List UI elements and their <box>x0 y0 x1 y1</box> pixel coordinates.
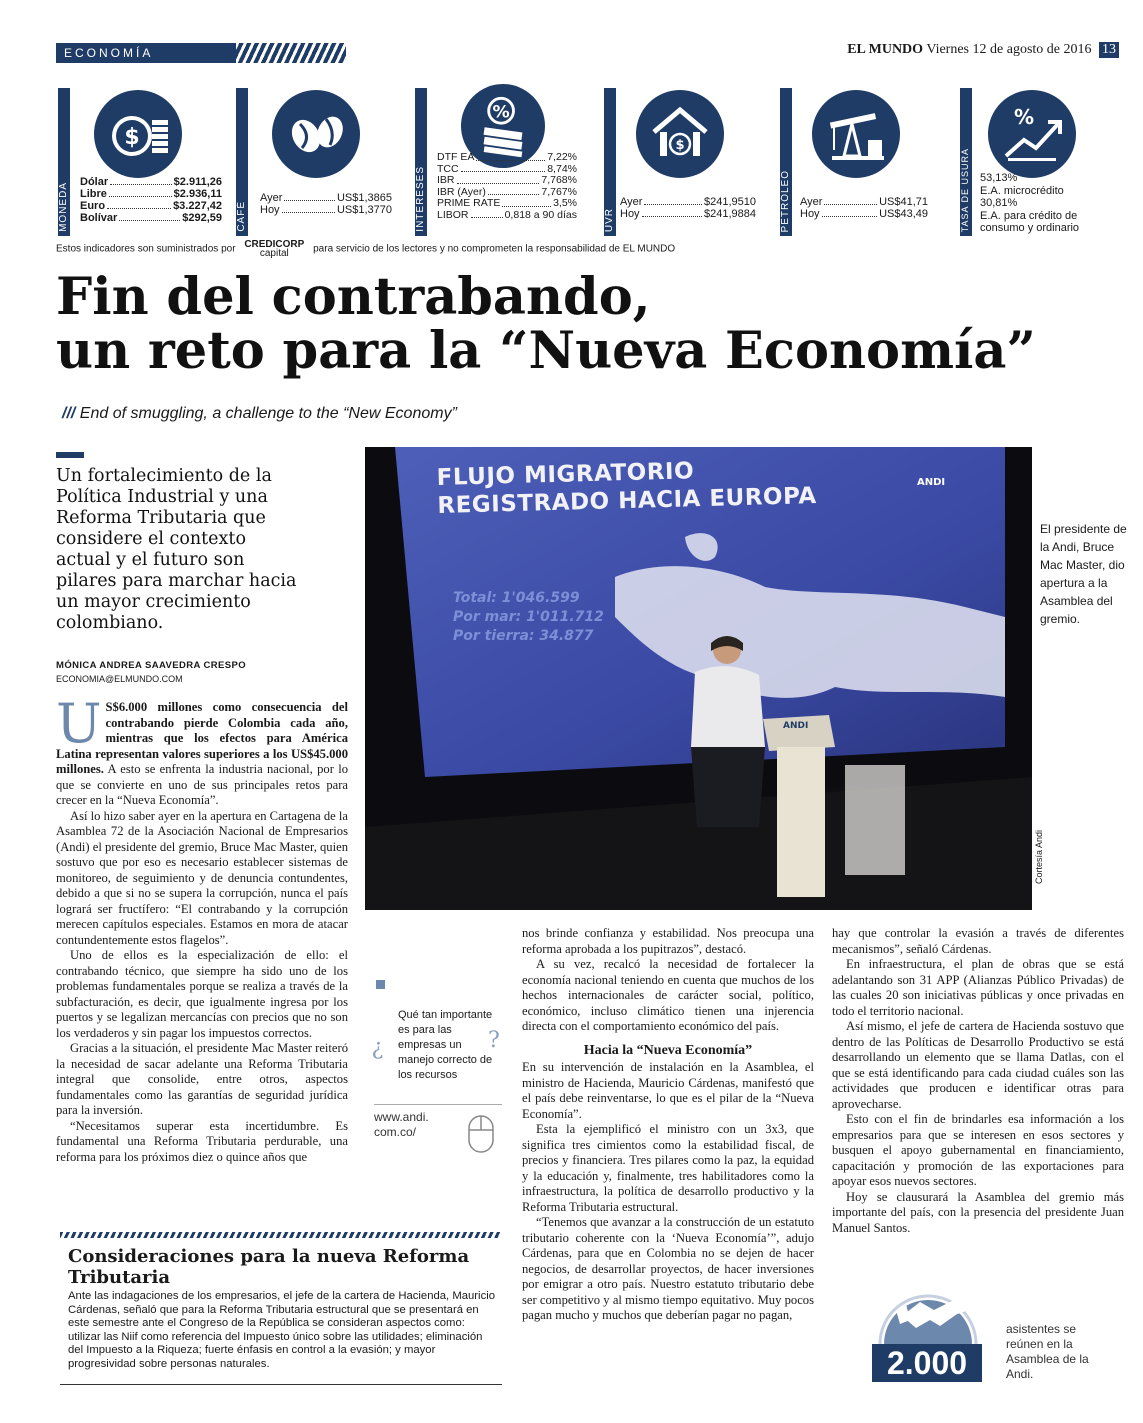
indicator-intereses: INTERESES % DTF EA 7,22% TCC 8,74% IBR 7,768% IBR (Ayer) 7,767% PRIME RATE 3,5% LIBOR 0,818 a 90 días <box>415 88 591 236</box>
svg-text:$: $ <box>675 138 685 153</box>
sidebar-body: Ante las indagaciones de los empresarios, el jefe de la cartera de Hacienda, Mauricio Cárdenas, señaló que para la Reforma Tributaria estructural que se presentará en este semestre ante el Congreso de la República se consideran aspectos como: utilizar las Niif como referencia del Impuesto único sobre las utilidades; eliminación del Impuesto a la Riqueza; fuerte énfasis en control a la evasión; y mayor progresividad sobre personas naturales. <box>68 1290 496 1370</box>
byline-author: MÓNICA ANDREA SAAVEDRA CRESPO <box>56 660 246 671</box>
oil-pump-icon <box>812 90 900 178</box>
question-mark-icon: ? <box>488 1028 500 1053</box>
article-column-2: nos brinde confianza y estabilidad. Nos preocupa una reforma aprobada a los pupitrazos”, destacó. A su vez, recalcó la necesidad de fortalecer la economía nacional teniendo en cuenta que muchos de los hechos internacionales de carácter social, político, económico, incluso climático tienen una injerencia directa con el comportamiento económico del país. Hacia la “Nueva Economía” En su intervención de instalación en la Asamblea, el ministro de Hacienda, Mauricio Cárdenas, manifestó que el país debe reinventarse, lo que es el pilar de la “Nueva Economía”. Esta la ejemplificó el ministro con un 3x3, que significa tres cimientos como la estabilidad fiscal, de precios y financiera. Tres pilares como la paz, la equidad y la educación y, finalmente, tres habilitadores como la infraestructura, la política de desarrollo productivo y la Reforma Tributaria estructural. “Tenemos que avanzar a la construcción de un estatuto tributario coherente con la ‘Nueva Economía’”, adujo Cárdenas, para que en Colombia no se dejen de hacer negocios, de desarrollar proyectos, de hacer inversiones por emigrar a otro país. Nuestro estatuto tributario debe ser competitivo y al mismo tiempo equitativo. Muy pocos pagan mucho y muchos que deberían pagar no pagan, <box>522 926 814 1322</box>
indicator-usura: TASA DE USURA % 53,13% E.A. microcrédito 30,81% E.A. para crédito de consumo y ordinario <box>960 88 1110 236</box>
masthead <box>847 42 1119 58</box>
svg-text:$: $ <box>124 125 140 150</box>
indicator-petroleo: PETRÓLEO Ayer US$41,71 Hoy US$43,49 <box>780 88 940 236</box>
section-tag <box>56 43 346 63</box>
article-column-1: U S$6.000 millones como consecuencia del contrabando pierde Colombia cada año, mientras que los efectos para América Latina representan valores superiores a los US$45.000 millones. A esto se enfrenta la industria nacional, por lo que se convierte en uno de sus principales retos para crecer en la “Nueva Economía”. Así lo hizo saber ayer en la apertura en Cartagena de la Asamblea 72 de la Asociación Nacional de Empresarios (Andi) el presidente del gremio, Bruce Mac Master, quien sostuvo que por eso es necesario establecer sistemas de monitoreo, de seguimiento y de denuncia contundentes, debido a que si no se supera la corrupción, nunca el país logrará ser fructífero: “El contrabando y la corrupción merecen capítulos especiales. Estamos en mora de atacar contundentemente estos flagelos”. Uno de ellos es la especialización de ello: el contrabando técnico, que siempre ha sido uno de los problemas fundamentales porque se realiza a través de la subfacturación, es decir, que igualmente ingresa por los puertos y se legalizan mercancías con precios que no son los verdaderos y sin pagar los impuestos correctos. Gracias a la situación, el presidente Mac Master reiteró la necesidad de sacar adelante una Reforma Tributaria integral que consolide, entre otros, aspectos fundamentales como las garantías de seguridad jurídica para la inversión. “Necesitamos superar esta incertidumbre. Es fundamental una Reforma Tributaria perdurable, una reforma para los próximos diez o quince años que <box>56 692 348 1164</box>
sidebar-title: Consideraciones para la nueva Reforma Tributaria <box>68 1246 470 1288</box>
box-marker <box>376 980 385 989</box>
section-subhead: Hacia la “Nueva Economía” <box>583 1042 753 1058</box>
headline: Fin del contrabando, un reto para la “Nueva Economía” <box>56 267 1036 381</box>
newspaper-name: EL MUNDO <box>847 42 924 57</box>
issue-date: Viernes 12 de agosto de 2016 <box>926 42 1092 57</box>
screen-stats: Total: 1'046.599 Por mar: 1'011.712 Por tierra: 34.877 <box>453 590 604 644</box>
photo-caption: El presidente de la Andi, Bruce Mac Master, dio apertura a la Asamblea del gremio. <box>1040 522 1127 626</box>
related-url[interactable]: www.andi. com.co/ <box>374 1110 429 1139</box>
byline-email: ECONOMIA@ELMUNDO.COM <box>56 674 183 684</box>
stat-number: 2.000 <box>872 1344 982 1382</box>
credicorp-logo: CREDICORP capital <box>244 239 305 259</box>
sidebar-stripe <box>60 1232 500 1238</box>
decorative-stripes <box>236 43 346 63</box>
page-number: 13 <box>1099 42 1119 58</box>
section-label: ECONOMÍA <box>64 46 154 60</box>
sponsor-note: Estos indicadores son suministrados por CREDICORP capital para servicio de los lectores y no comprometen la responsabilidad de EL MUNDO <box>56 239 676 259</box>
stat-text: asistentes se reúnen en la Asamblea de la Andi. <box>1006 1322 1089 1381</box>
svg-text:%: % <box>1013 105 1035 129</box>
screen-logo: ANDI <box>917 477 946 488</box>
coffee-beans-icon <box>272 90 360 178</box>
indicator-uvr: UVR $ Ayer $241,9510 Hoy $241,9884 <box>604 88 764 236</box>
dropcap: U <box>56 692 102 755</box>
podium-logo: ANDI <box>783 721 809 731</box>
box-question: Qué tan importante es para las empresas un manejo correcto de los recursos <box>398 1009 493 1081</box>
lede-marker <box>56 452 84 458</box>
article-column-3: hay que controlar la evasión a través de diferentes mecanismos”, señaló Cárdenas. En infraestructura, el plan de obras que se está adelantando son 31 APP (Alianzas Público Privadas) de las cuales 20 son iniciativas públicas y once privadas en todo el territorio nacional. Así mismo, el jefe de cartera de Hacienda sostuvo que dentro de las Políticas de Desarrollo Productivo se está desarrollando un elemento que se llama Datlas, con el que se está identificando para cada ciudad cuáles son las actividades que producen e identificar otras para aprovecharse. Esto con el fin de brindarles esa información a los empresarios para que se interesen en esos sectores y busquen el apoyo gubernamental en financiamiento, capacitación y promoción de las exportaciones para apoyar esos nuevos sectores. Hoy se clausurará la Asamblea del gremio más importante del país, con la presencia del presidente Juan Manuel Santos. <box>832 926 1124 1235</box>
percent-growth-icon <box>988 90 1076 178</box>
screen-title: FLUJO MIGRATORIO REGISTRADO HACIA EUROPA <box>436 458 817 519</box>
indicator-label: MONEDA <box>58 182 69 232</box>
indicator-cafe: CAFÉ Ayer US$1,3865 Hoy US$1,3770 <box>236 88 406 236</box>
coins-icon <box>94 90 182 178</box>
indicator-moneda <box>58 88 228 236</box>
photo-credit: Cortesía Andi <box>1034 830 1044 885</box>
mouse-icon <box>466 1110 496 1154</box>
related-link-box <box>372 978 506 1166</box>
indicator-rows: Dólar $2.911,26 Libre $2.936,11 Euro $3.227,42 Bolívar $292,59 <box>80 176 222 224</box>
headline-translation: /// End of smuggling, a challenge to the “New Economy” <box>62 405 457 422</box>
lede: Un fortalecimiento de la Política Industrial y una Reforma Tributaria que considere el contexto actual y el futuro son pilares para marchar hacia un mayor crecimiento colombiano. <box>56 466 297 633</box>
house-dollar-icon <box>636 90 724 178</box>
main-photo <box>365 447 1032 910</box>
svg-text:%: % <box>492 102 510 123</box>
question-mark-icon: ? <box>372 1036 384 1061</box>
handshake-icon <box>876 1264 980 1344</box>
